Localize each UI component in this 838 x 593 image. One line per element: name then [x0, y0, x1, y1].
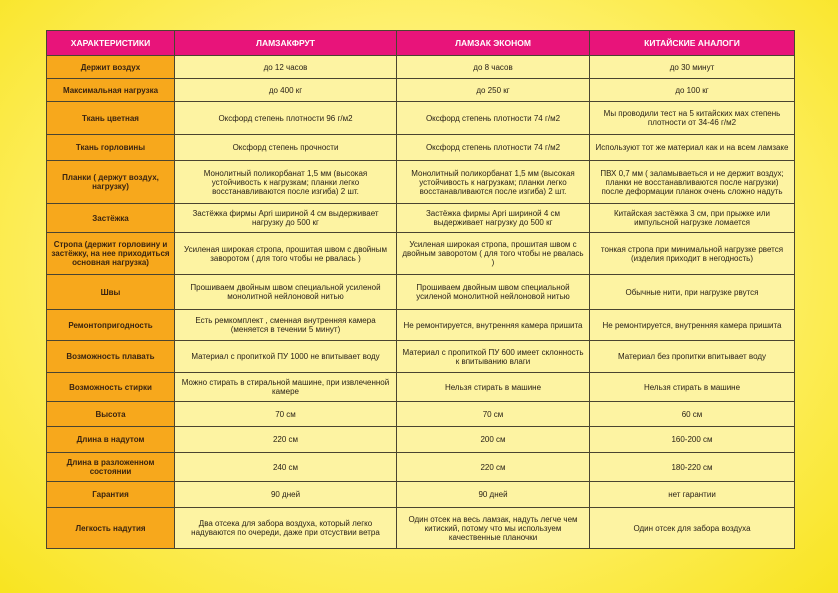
- lamzak-econom-value: 220 см: [397, 453, 590, 482]
- chinese-analog-value: Нельзя стирать в машине: [590, 373, 795, 402]
- lamzakfrut-value: Есть ремкомплект , сменная внутренняя камера (меняется в течении 5 минут): [175, 310, 397, 341]
- header-chinese-analogs: КИТАЙСКИЕ АНАЛОГИ: [590, 31, 795, 56]
- row-label: Высота: [47, 402, 175, 427]
- comparison-table-wrapper: [46, 30, 794, 549]
- chinese-analog-value: Мы проводили тест на 5 китайских мах степень плотности от 34-46 г/м2: [590, 102, 795, 135]
- row-label: Длина в разложенном состоянии: [47, 453, 175, 482]
- lamzakfrut-value: Два отсека для забора воздуха, который легко надуваются по очереди, даже при отсуствии ветра: [175, 508, 397, 549]
- lamzakfrut-value: Оксфорд степень прочности: [175, 135, 397, 161]
- table-row: [47, 341, 795, 373]
- table-row: [47, 233, 795, 275]
- chinese-analog-value: Обычные нити, при нагрузке рвутся: [590, 275, 795, 310]
- chinese-analog-value: 60 см: [590, 402, 795, 427]
- table-row: [47, 482, 795, 508]
- chinese-analog-value: 160-200 см: [590, 427, 795, 453]
- lamzak-econom-value: Не ремонтируется, внутренняя камера пришита: [397, 310, 590, 341]
- table-row: [47, 508, 795, 549]
- row-label: Стропа (держит горловину и застёжку, на нее приходиться основная нагрузка): [47, 233, 175, 275]
- lamzakfrut-value: Оксфорд степень плотности 96 г/м2: [175, 102, 397, 135]
- chinese-analog-value: Один отсек для забора воздуха: [590, 508, 795, 549]
- lamzakfrut-value: до 400 кг: [175, 79, 397, 102]
- table-row: [47, 204, 795, 233]
- row-label: Ремонтопригодность: [47, 310, 175, 341]
- lamzak-econom-value: Монолитный поликорбанат 1,5 мм (высокая устойчивость к нагрузкам; планки легко восстанавливаются после изгиба) 2 шт.: [397, 161, 590, 204]
- header-characteristics: ХАРАКТЕРИСТИКИ: [47, 31, 175, 56]
- header-row: [47, 31, 795, 56]
- lamzak-econom-value: Один отсек на весь ламзак, надуть легче чем китиский, потому что мы используем качественные планочки: [397, 508, 590, 549]
- row-label: Держит воздух: [47, 56, 175, 79]
- chinese-analog-value: до 30 минут: [590, 56, 795, 79]
- table-row: [47, 56, 795, 79]
- lamzak-econom-value: Нельзя стирать в машине: [397, 373, 590, 402]
- lamzak-econom-value: Оксфорд степень плотности 74 г/м2: [397, 102, 590, 135]
- header-lamzak-econom: ЛАМЗАК ЭКОНОМ: [397, 31, 590, 56]
- lamzak-econom-value: 200 см: [397, 427, 590, 453]
- lamzakfrut-value: Можно стирать в стиральной машине, при извлеченной камере: [175, 373, 397, 402]
- lamzakfrut-value: 70 см: [175, 402, 397, 427]
- chinese-analog-value: нет гарантии: [590, 482, 795, 508]
- lamzakfrut-value: Застёжка фирмы Apri шириной 4 см выдерживает нагрузку до 500 кг: [175, 204, 397, 233]
- lamzak-econom-value: до 250 кг: [397, 79, 590, 102]
- chinese-analog-value: тонкая стропа при минимальной нагрузке рвется (изделия приходит в негодность): [590, 233, 795, 275]
- lamzakfrut-value: Прошиваем двойным швом специальной усиленой монолитной нейлоновой нитью: [175, 275, 397, 310]
- lamzak-econom-value: Материал с пропиткой ПУ 600 имеет склонность к впитыванию влаги: [397, 341, 590, 373]
- lamzakfrut-value: 240 см: [175, 453, 397, 482]
- table-row: [47, 102, 795, 135]
- lamzakfrut-value: до 12 часов: [175, 56, 397, 79]
- row-label: Застёжка: [47, 204, 175, 233]
- row-label: Максимальная нагрузка: [47, 79, 175, 102]
- lamzak-econom-value: 70 см: [397, 402, 590, 427]
- lamzak-econom-value: Усиленая широкая стропа, прошитая швом с двойным заворотом ( для того чтобы не рвалась ): [397, 233, 590, 275]
- lamzak-econom-value: Застёжка фирмы Apri шириной 4 см выдерживает нагрузку до 500 кг: [397, 204, 590, 233]
- lamzakfrut-value: 220 см: [175, 427, 397, 453]
- table-row: [47, 135, 795, 161]
- chinese-analog-value: Используют тот же материал как и на всем ламзаке: [590, 135, 795, 161]
- lamzakfrut-value: 90 дней: [175, 482, 397, 508]
- lamzak-econom-value: Оксфорд степень плотности 74 г/м2: [397, 135, 590, 161]
- row-label: Ткань цветная: [47, 102, 175, 135]
- table-row: [47, 161, 795, 204]
- lamzak-econom-value: Прошиваем двойным швом специальной усиленой монолитной нейлоновой нитью: [397, 275, 590, 310]
- lamzakfrut-value: Материал с пропиткой ПУ 1000 не впитывает воду: [175, 341, 397, 373]
- chinese-analog-value: до 100 кг: [590, 79, 795, 102]
- row-label: Гарантия: [47, 482, 175, 508]
- table-row: [47, 373, 795, 402]
- table-row: [47, 79, 795, 102]
- lamzak-econom-value: 90 дней: [397, 482, 590, 508]
- header-lamzakfrut: ЛАМЗАКФРУТ: [175, 31, 397, 56]
- table-row: [47, 402, 795, 427]
- row-label: Швы: [47, 275, 175, 310]
- table-row: [47, 310, 795, 341]
- row-label: Легкость надутия: [47, 508, 175, 549]
- row-label: Длина в надутом: [47, 427, 175, 453]
- row-label: Ткань горловины: [47, 135, 175, 161]
- lamzakfrut-value: Монолитный поликорбанат 1,5 мм (высокая устойчивость к нагрузкам; планки легко восстанавливаются после изгиба) 2 шт.: [175, 161, 397, 204]
- table-row: [47, 453, 795, 482]
- lamzakfrut-value: Усиленая широкая стропа, прошитая швом с двойным заворотом ( для того чтобы не рвалась ): [175, 233, 397, 275]
- chinese-analog-value: Китайская застёжка 3 см, при прыжке или импульсной нагрузке ломается: [590, 204, 795, 233]
- row-label: Возможность плавать: [47, 341, 175, 373]
- lamzak-econom-value: до 8 часов: [397, 56, 590, 79]
- row-label: Возможность стирки: [47, 373, 175, 402]
- chinese-analog-value: ПВХ 0,7 мм ( заламываеться и не держит воздух; планки не восстанавливаются после нагрузки) после деформации планок очень сложно надуть: [590, 161, 795, 204]
- chinese-analog-value: Не ремонтируется, внутренняя камера пришита: [590, 310, 795, 341]
- table-row: [47, 275, 795, 310]
- chinese-analog-value: Материал без пропитки впитывает воду: [590, 341, 795, 373]
- row-label: Планки ( держут воздух, нагрузку): [47, 161, 175, 204]
- comparison-table: [46, 30, 795, 549]
- chinese-analog-value: 180-220 см: [590, 453, 795, 482]
- table-row: [47, 427, 795, 453]
